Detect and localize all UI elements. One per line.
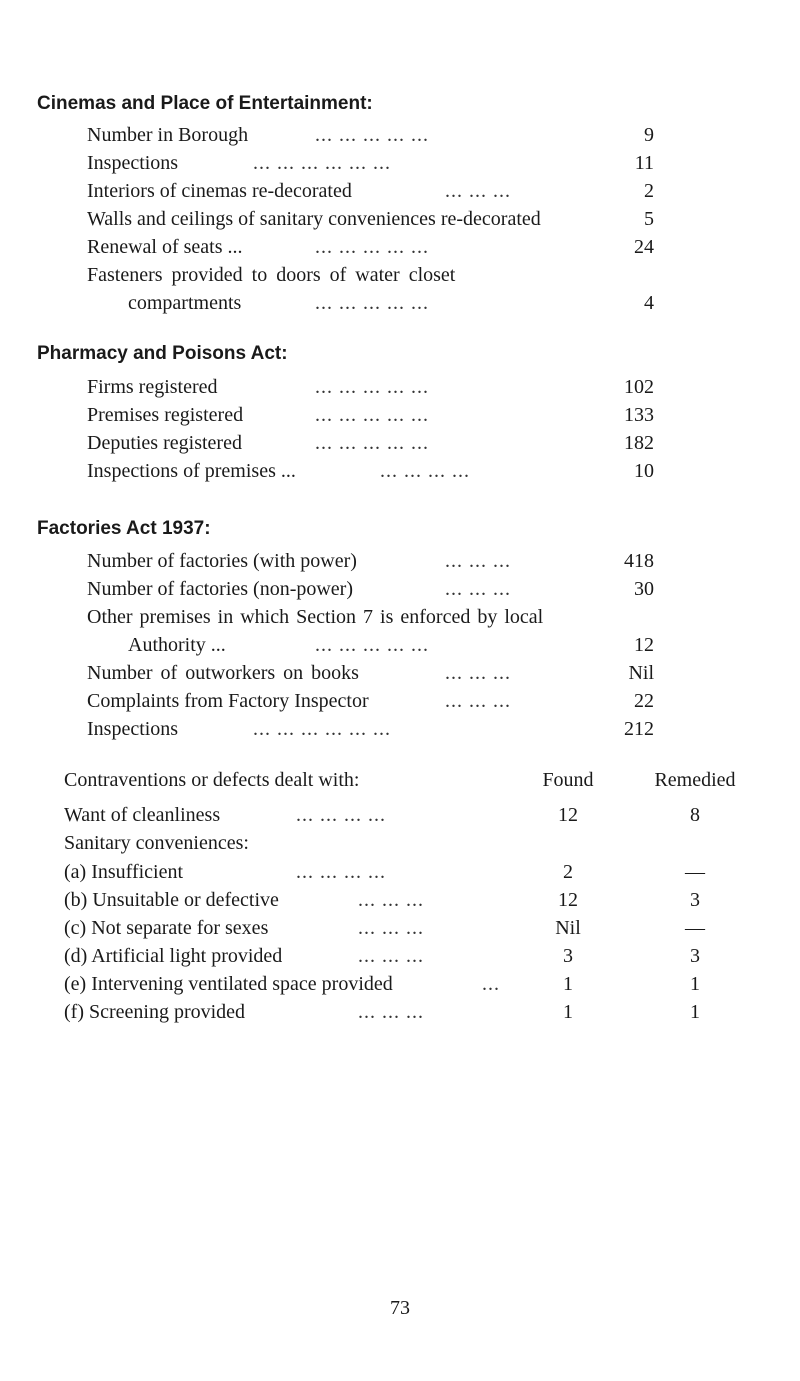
leader-dots: ... ... ... ... ... ... <box>253 718 391 740</box>
leader-dots: ... ... ... ... ... <box>315 292 429 314</box>
leader-dots: ... <box>482 973 500 995</box>
row-value: 2 <box>644 180 654 202</box>
contraventions-title: Contraventions or defects dealt with: <box>64 769 360 791</box>
leader-dots: ... ... ... <box>358 1001 424 1023</box>
row-label: Inspections <box>87 152 179 174</box>
pharmacy-row <box>0 460 800 488</box>
row-value: 102 <box>624 376 654 398</box>
table-row <box>0 889 800 917</box>
leader-dots: ... ... ... ... ... ... <box>253 152 391 174</box>
row-label: Authority ... <box>128 634 226 656</box>
contraventions-header <box>0 769 800 797</box>
cinemas-row <box>0 236 800 264</box>
found-value: 3 <box>563 945 573 967</box>
found-value: 12 <box>558 889 578 911</box>
leader-dots: ... ... ... ... ... <box>315 404 429 426</box>
remedied-value: 3 <box>690 889 700 911</box>
row-label: Premises registered <box>87 404 244 426</box>
row-value: 11 <box>634 152 654 174</box>
cinemas-heading: Cinemas and Place of Entertainment: <box>37 93 373 114</box>
leader-dots: ... ... ... ... ... <box>315 432 429 454</box>
factories-row <box>0 718 800 746</box>
remedied-value: — <box>685 861 705 883</box>
row-label: Deputies registered <box>87 432 242 454</box>
found-value: 2 <box>563 861 573 883</box>
factories-row <box>0 550 800 578</box>
row-label: Firms registered <box>87 376 218 398</box>
leader-dots: ... ... ... ... ... <box>315 236 429 258</box>
row-label: Other premises in which Section 7 is enforced by local <box>87 606 544 628</box>
leader-dots: ... ... ... ... <box>296 804 386 826</box>
leader-dots: ... ... ... ... <box>380 460 470 482</box>
remedied-column-header: Remedied <box>654 769 736 791</box>
row-label: (d) Artificial light provided <box>64 945 283 967</box>
cinemas-row <box>0 264 800 292</box>
row-label: compartments <box>128 292 242 314</box>
factories-row <box>0 634 800 662</box>
leader-dots: ... ... ... <box>445 180 511 202</box>
found-value: Nil <box>555 917 581 939</box>
remedied-value: 8 <box>690 804 700 826</box>
pharmacy-row <box>0 404 800 432</box>
table-row <box>0 832 800 860</box>
row-value: 10 <box>634 460 654 482</box>
leader-dots: ... ... ... ... ... <box>315 124 429 146</box>
pharmacy-row <box>0 432 800 460</box>
row-label: Number of factories (non-power) <box>87 578 354 600</box>
cinemas-row <box>0 292 800 320</box>
factories-row <box>0 606 800 634</box>
row-value: 30 <box>634 578 654 600</box>
pharmacy-row <box>0 376 800 404</box>
row-value: 4 <box>644 292 654 314</box>
leader-dots: ... ... ... <box>358 917 424 939</box>
row-value: 182 <box>624 432 654 454</box>
row-value: 5 <box>644 208 654 230</box>
row-value: Nil <box>628 662 654 684</box>
leader-dots: ... ... ... <box>445 690 511 712</box>
table-row <box>0 1001 800 1029</box>
row-label: (f) Screening provided <box>64 1001 246 1023</box>
row-label: Inspections of premises ... <box>87 460 296 482</box>
row-label: (a) Insufficient <box>64 861 184 883</box>
remedied-value: 1 <box>690 1001 700 1023</box>
row-label: Fasteners provided to doors of water closet <box>87 264 456 286</box>
leader-dots: ... ... ... ... ... <box>315 634 429 656</box>
found-value: 1 <box>563 1001 573 1023</box>
factories-row <box>0 690 800 718</box>
factories-row <box>0 662 800 690</box>
factories-row <box>0 578 800 606</box>
table-row <box>0 861 800 889</box>
found-value: 1 <box>563 973 573 995</box>
row-label: (e) Intervening ventilated space provided <box>64 973 393 995</box>
row-value: 24 <box>634 236 654 258</box>
row-label: Sanitary conveniences: <box>64 832 249 854</box>
cinemas-row <box>0 180 800 208</box>
cinemas-row <box>0 124 800 152</box>
leader-dots: ... ... ... <box>445 578 511 600</box>
row-value: 212 <box>624 718 654 740</box>
page-number: 73 <box>390 1297 410 1319</box>
leader-dots: ... ... ... <box>445 662 511 684</box>
row-label: Number in Borough <box>87 124 249 146</box>
remedied-value: 3 <box>690 945 700 967</box>
row-label: Complaints from Factory Inspector <box>87 690 369 712</box>
leader-dots: ... ... ... <box>358 945 424 967</box>
table-row <box>0 945 800 973</box>
row-label: Want of cleanliness <box>64 804 221 826</box>
cinemas-row <box>0 208 800 236</box>
leader-dots: ... ... ... ... ... <box>315 376 429 398</box>
row-value: 9 <box>644 124 654 146</box>
row-label: Inspections <box>87 718 179 740</box>
table-row <box>0 804 800 832</box>
row-label: Renewal of seats ... <box>87 236 243 258</box>
remedied-value: 1 <box>690 973 700 995</box>
row-value: 22 <box>634 690 654 712</box>
table-row <box>0 973 800 1001</box>
row-label: Number of outworkers on books <box>87 662 359 684</box>
row-label: (b) Unsuitable or defective <box>64 889 279 911</box>
found-value: 12 <box>558 804 578 826</box>
leader-dots: ... ... ... <box>445 550 511 572</box>
row-value: 133 <box>624 404 654 426</box>
factories-heading: Factories Act 1937: <box>37 518 211 539</box>
pharmacy-heading: Pharmacy and Poisons Act: <box>37 343 288 364</box>
leader-dots: ... ... ... ... <box>296 861 386 883</box>
row-value: 418 <box>624 550 654 572</box>
row-label: Walls and ceilings of sanitary conveniences re-decorated <box>87 208 541 230</box>
remedied-value: — <box>685 917 705 939</box>
row-label: (c) Not separate for sexes <box>64 917 269 939</box>
row-label: Interiors of cinemas re-decorated <box>87 180 352 202</box>
row-label: Number of factories (with power) <box>87 550 357 572</box>
found-column-header: Found <box>542 769 594 791</box>
row-value: 12 <box>634 634 654 656</box>
cinemas-row <box>0 152 800 180</box>
table-row <box>0 917 800 945</box>
leader-dots: ... ... ... <box>358 889 424 911</box>
